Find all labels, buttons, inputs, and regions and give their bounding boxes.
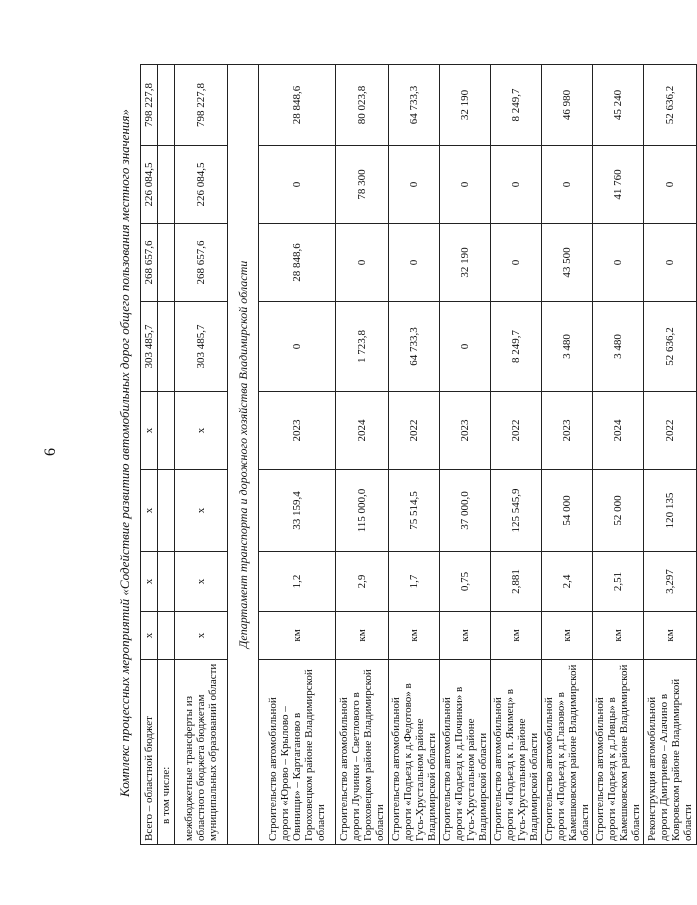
cell-value-3: 0 <box>491 146 542 224</box>
cell-value-2: 32 190 <box>440 224 491 302</box>
table-heading: Комплекс процессных мероприятий «Содействие развитию автомобильных дорог общего пользования местного значения» <box>117 109 132 797</box>
cell-value-3: 41 760 <box>593 146 644 224</box>
cell-unit: км <box>644 612 697 660</box>
cell-length: х <box>175 552 228 612</box>
cell-value-3: 0 <box>542 146 593 224</box>
cell-length: 3,297 <box>644 552 697 612</box>
cell-cost: х <box>141 470 158 552</box>
cell-value-total <box>158 65 175 146</box>
cell-value-2: 28 848,6 <box>259 224 336 302</box>
cell-value-1 <box>158 302 175 392</box>
row-name: Строительство автомобильной дороги «Подъезд к д.Федотово» в Гусь-Хрустальном районе Владимирской области <box>389 660 440 845</box>
cell-length: 2,9 <box>336 552 389 612</box>
cell-value-1: 1 723,8 <box>336 302 389 392</box>
cell-value-3: 0 <box>259 146 336 224</box>
cell-cost: 120 135 <box>644 470 697 552</box>
cell-value-total: 80 023,8 <box>336 65 389 146</box>
cell-value-total: 52 636,2 <box>644 65 697 146</box>
cell-cost: 115 000,0 <box>336 470 389 552</box>
cell-value-1: 8 249,7 <box>491 302 542 392</box>
table-row <box>158 65 175 845</box>
row-name: Строительство автомобильной дороги «Юрово – Крылово – Овинищи» – Картаганово в Гороховецком районе Владимирской области <box>259 660 336 845</box>
table-row <box>542 65 593 845</box>
cell-unit: х <box>175 612 228 660</box>
cell-unit: х <box>141 612 158 660</box>
cell-year: х <box>175 392 228 470</box>
cell-value-total: 46 980 <box>542 65 593 146</box>
cell-value-2: 0 <box>389 224 440 302</box>
section-title: Департамент транспорта и дорожного хозяйства Владимирской области <box>228 65 259 845</box>
cell-year: 2023 <box>440 392 491 470</box>
cell-value-3 <box>158 146 175 224</box>
cell-cost: 52 000 <box>593 470 644 552</box>
cell-length: 1,7 <box>389 552 440 612</box>
rotated-table-container <box>110 65 694 845</box>
cell-value-1: 3 480 <box>593 302 644 392</box>
table-row <box>389 65 440 845</box>
cell-length: х <box>141 552 158 612</box>
table-row <box>593 65 644 845</box>
cell-value-1: 64 733,3 <box>389 302 440 392</box>
row-name: Строительство автомобильной дороги Лучинки – Светлового в Гороховецком районе Владимирской области <box>336 660 389 845</box>
page-number: 6 <box>42 448 59 456</box>
cell-cost: х <box>175 470 228 552</box>
cell-length: 2,881 <box>491 552 542 612</box>
cell-year <box>158 392 175 470</box>
cell-year: х <box>141 392 158 470</box>
cell-length: 0,75 <box>440 552 491 612</box>
cell-value-3: 226 084,5 <box>175 146 228 224</box>
cell-value-2: 268 657,6 <box>175 224 228 302</box>
cell-year: 2022 <box>491 392 542 470</box>
cell-length: 2,4 <box>542 552 593 612</box>
cell-value-2: 268 657,6 <box>141 224 158 302</box>
cell-value-total: 798 227,8 <box>141 65 158 146</box>
table-row <box>644 65 697 845</box>
cell-value-total: 32 190 <box>440 65 491 146</box>
cell-unit: км <box>440 612 491 660</box>
cell-length: 1,2 <box>259 552 336 612</box>
cell-year: 2024 <box>593 392 644 470</box>
cell-year: 2023 <box>542 392 593 470</box>
cell-value-total: 798 227,8 <box>175 65 228 146</box>
cell-value-2 <box>158 224 175 302</box>
table-row <box>491 65 542 845</box>
cell-year: 2022 <box>389 392 440 470</box>
cell-unit: км <box>542 612 593 660</box>
row-name: Всего – областной бюджет <box>141 660 158 845</box>
row-name: Строительство автомобильной дороги «Подъезд к п. Якимец» в Гусь-Хрустальном районе Владимирской области <box>491 660 542 845</box>
row-name: межбюджетные трансферты из областного бюджета бюджетам муниципальных образований области <box>175 660 228 845</box>
cell-value-1: 303 485,7 <box>175 302 228 392</box>
cell-value-2: 0 <box>336 224 389 302</box>
table-row <box>141 65 158 845</box>
cell-value-3: 0 <box>644 146 697 224</box>
cell-value-3: 226 084,5 <box>141 146 158 224</box>
cell-value-1: 52 636,2 <box>644 302 697 392</box>
row-name: Строительство автомобильной дороги «Подъезд к д.Ловцы» в Камешковском районе Владимирской области <box>593 660 644 845</box>
section-row <box>228 65 259 845</box>
cell-unit: км <box>491 612 542 660</box>
cell-value-total: 28 848,6 <box>259 65 336 146</box>
table-row <box>259 65 336 845</box>
cell-year: 2022 <box>644 392 697 470</box>
cell-value-2: 0 <box>491 224 542 302</box>
cell-year: 2024 <box>336 392 389 470</box>
cell-cost <box>158 470 175 552</box>
cell-value-3: 0 <box>389 146 440 224</box>
cell-unit <box>158 612 175 660</box>
cell-cost: 54 000 <box>542 470 593 552</box>
cell-value-total: 64 733,3 <box>389 65 440 146</box>
cell-cost: 125 545,9 <box>491 470 542 552</box>
measures-table <box>140 64 697 845</box>
table-row <box>175 65 228 845</box>
cell-unit: км <box>389 612 440 660</box>
cell-value-2: 0 <box>593 224 644 302</box>
cell-unit: км <box>593 612 644 660</box>
cell-value-3: 0 <box>440 146 491 224</box>
cell-value-1: 0 <box>259 302 336 392</box>
cell-cost: 37 000,0 <box>440 470 491 552</box>
row-name: в том числе: <box>158 660 175 845</box>
cell-value-1: 3 480 <box>542 302 593 392</box>
cell-value-2: 0 <box>644 224 697 302</box>
cell-value-2: 43 500 <box>542 224 593 302</box>
table-row <box>440 65 491 845</box>
table-row <box>336 65 389 845</box>
cell-value-total: 8 249,7 <box>491 65 542 146</box>
row-name: Реконструкция автомобильной дороги Дмитриево – Алачино в Ковровском районе Владимирской области <box>644 660 697 845</box>
cell-year: 2023 <box>259 392 336 470</box>
cell-unit: км <box>259 612 336 660</box>
row-name: Строительство автомобильной дороги «Подъезд к д.Починки» в Гусь-Хрустальном районе Владимирской области <box>440 660 491 845</box>
cell-length: 2,51 <box>593 552 644 612</box>
cell-unit: км <box>336 612 389 660</box>
cell-cost: 75 514,5 <box>389 470 440 552</box>
cell-value-total: 45 240 <box>593 65 644 146</box>
row-name: Строительство автомобильной дороги «Подъезд к д.Глазово» в Камешковском районе Владимирской области <box>542 660 593 845</box>
cell-cost: 33 159,4 <box>259 470 336 552</box>
cell-value-1: 0 <box>440 302 491 392</box>
cell-value-3: 78 300 <box>336 146 389 224</box>
cell-length <box>158 552 175 612</box>
cell-value-1: 303 485,7 <box>141 302 158 392</box>
